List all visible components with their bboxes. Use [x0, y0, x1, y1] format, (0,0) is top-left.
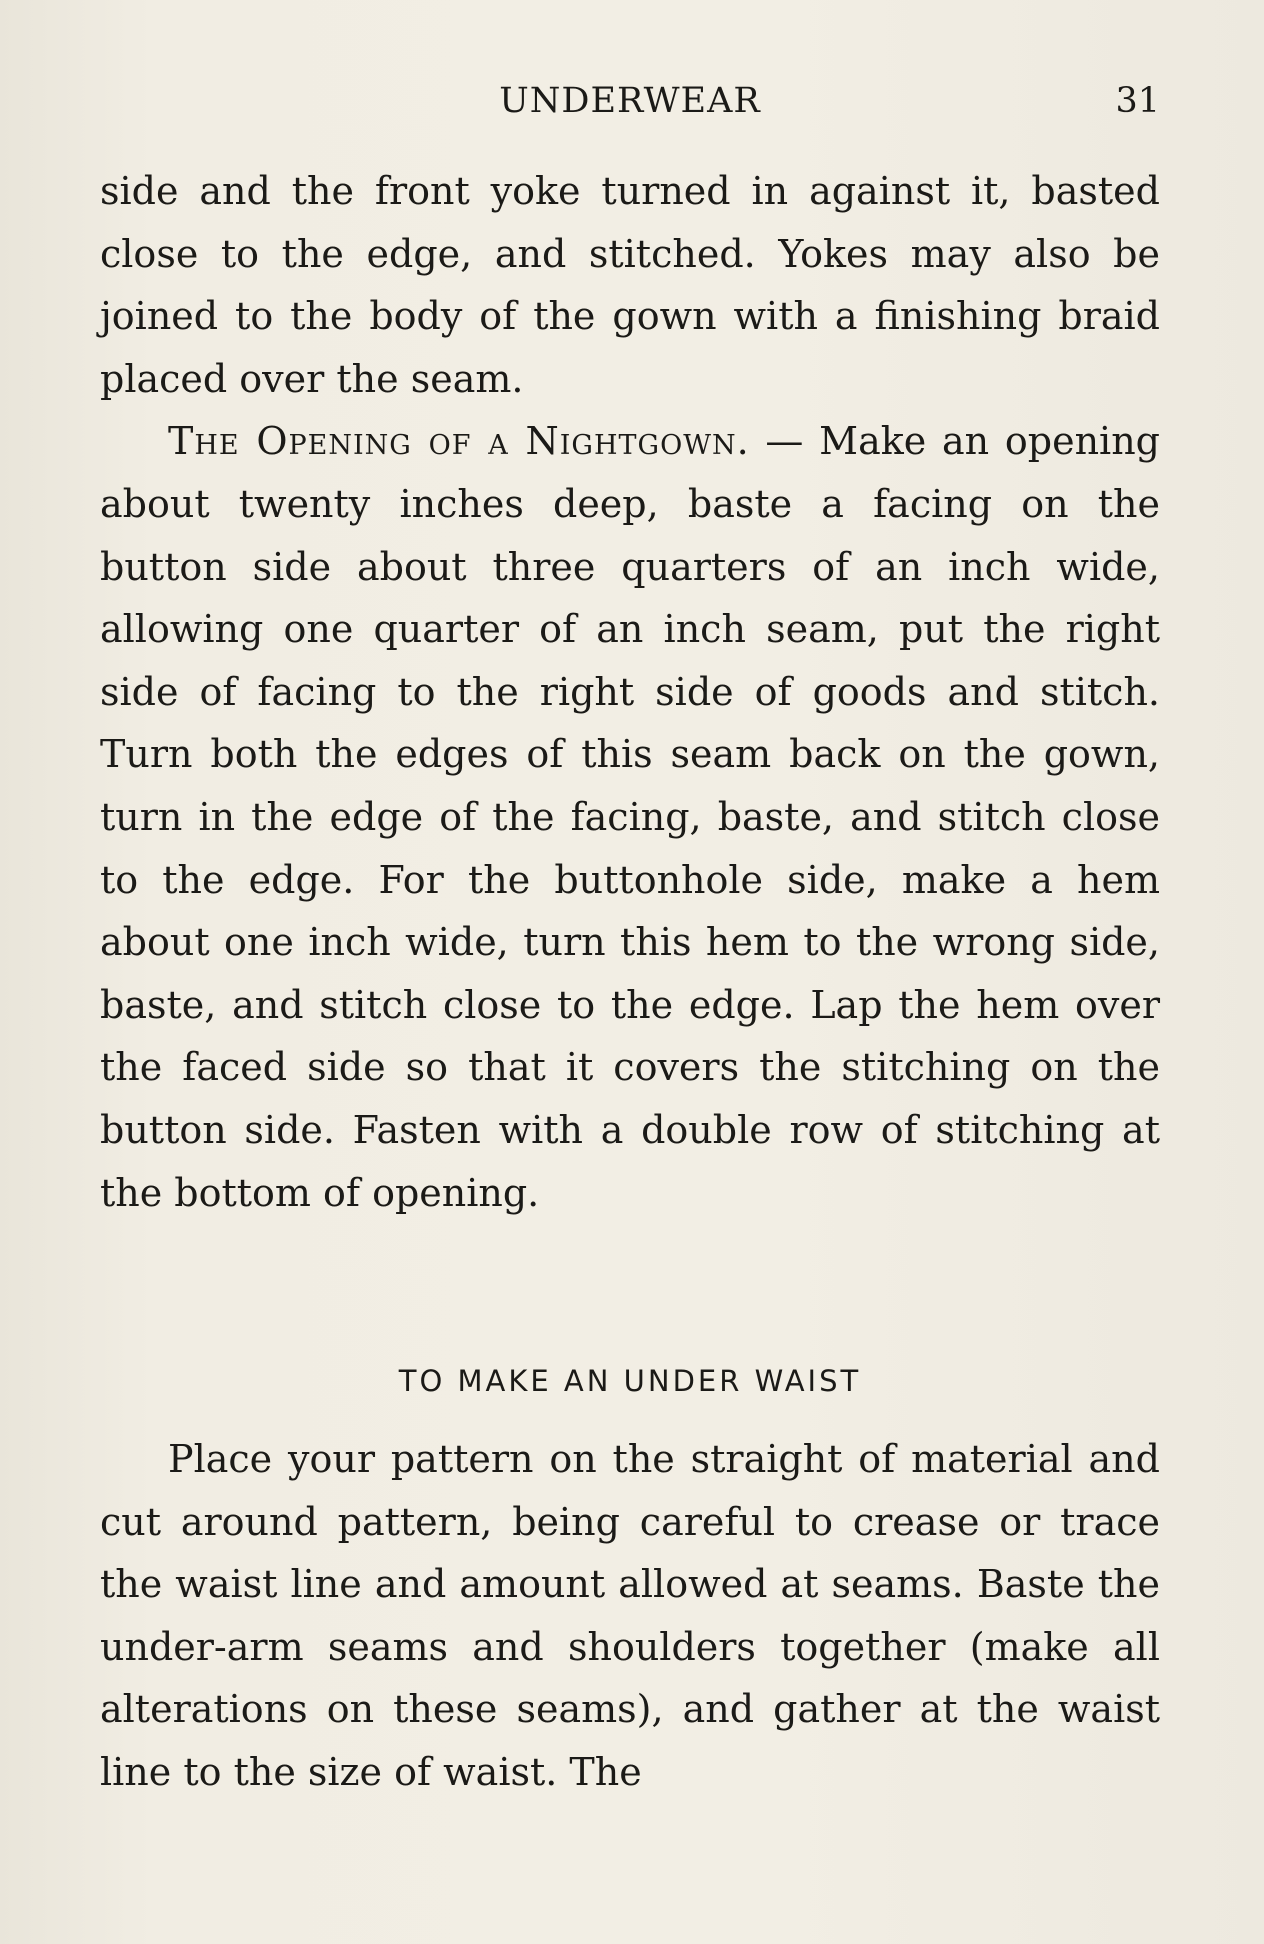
running-title: UNDERWEAR [499, 81, 761, 121]
running-head [100, 76, 1160, 126]
body-text-upper [100, 160, 1160, 1224]
paragraph-yoke-continuation: side and the front yoke turned in against it, basted close to the edge, and stitched. Yokes may also be joined to the body of the gown with a finishing braid placed over the seam. [100, 169, 1160, 401]
section-heading-under-waist: TO MAKE AN UNDER WAIST [398, 1364, 862, 1398]
paragraph-under-waist: Place your pattern on the straight of material and cut around pattern, being careful to crease or trace the waist line and amount allowed at seams. Baste the under-arm seams and shoulders together (make all alterations on these seams), and gather at the waist line to the size of waist. The [100, 1437, 1160, 1794]
paragraph-run-in-heading: The Opening of a Nightgown. [168, 419, 750, 464]
body-text-lower [100, 1428, 1160, 1804]
paragraph-nightgown-body: Make an opening about twenty inches deep, baste a facing on the button side about three quarters of an inch wide, allowing one quarter of an inch seam, put the right side of facing to the right side of goods and stitch. Turn both the edges of this seam back on the gown, turn in the edge of the facing, baste, and stitch close to the edge. For the buttonhole side, make a hem about one inch wide, turn this hem to the wrong side, baste, and stitch close to the edge. Lap the hem over the faced side so that it covers the stitching on the button side. Fasten with a double row of stitching at the bottom of opening. [100, 419, 1160, 1215]
em-dash: — [749, 419, 820, 464]
page-number: 31 [1115, 81, 1160, 121]
paragraph-nightgown-opening [100, 410, 1160, 1224]
